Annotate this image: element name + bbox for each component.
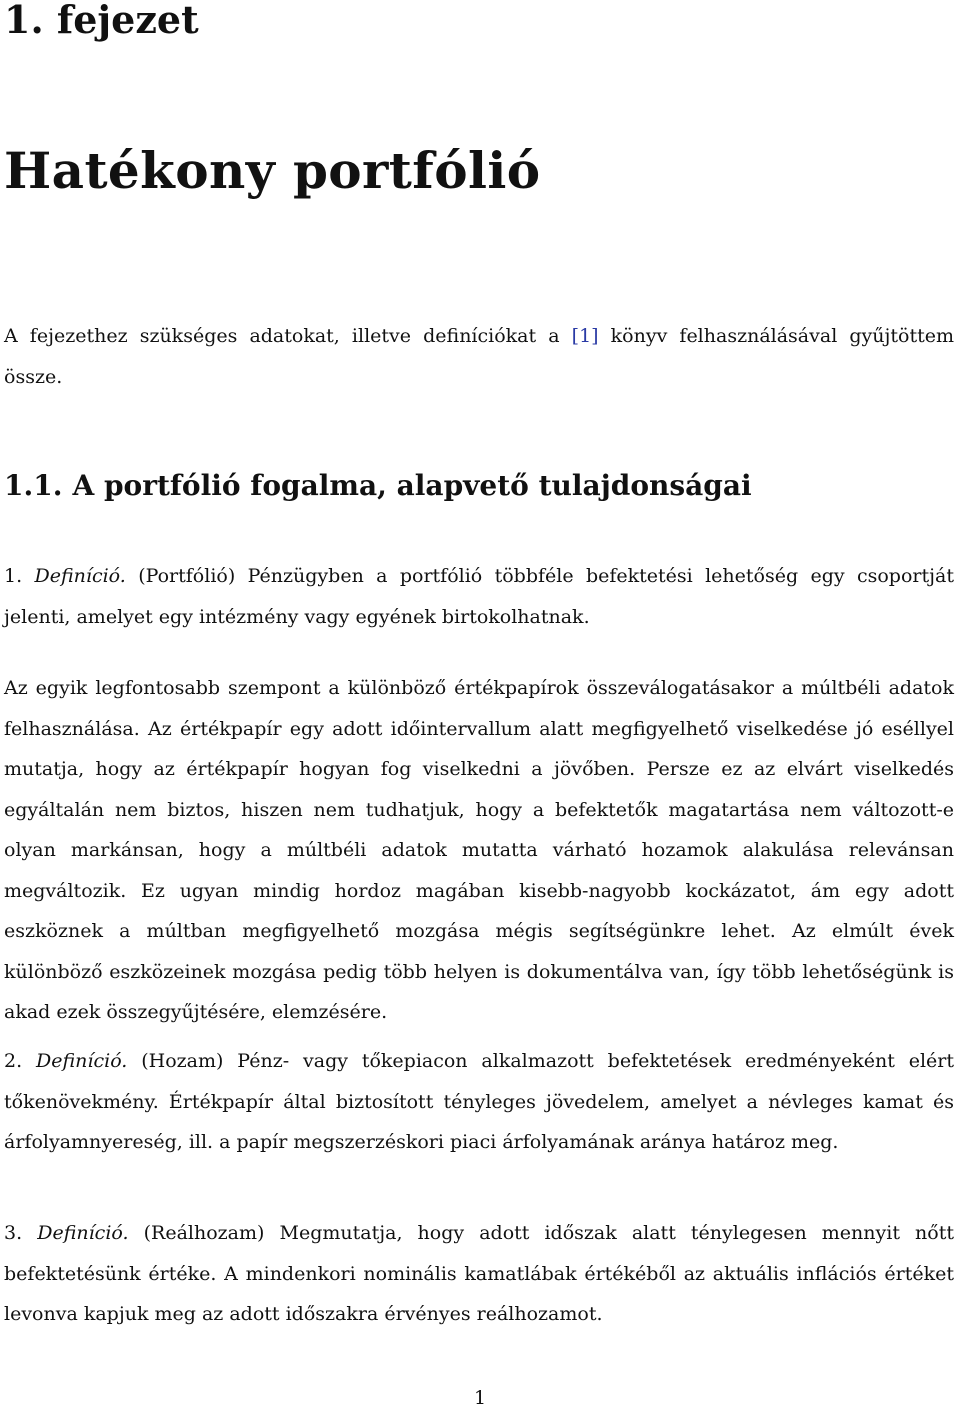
chapter-label: 1. fejezet [4,0,199,42]
definition-term: (Reálhozam) [143,1222,265,1244]
definition-number: 2. [4,1050,23,1072]
section-number: 1.1. [4,469,63,502]
definition-text: Megmutatja, hogy adott időszak alatt ténylegesen mennyit nőtt befektetésünk értéke. A mindenkori nominális kamatlábak értékéből az aktuális inflációs értéket levonva kapjuk meg az adott időszakra érvényes reálhozamot. [4,1222,954,1325]
definition-label: Definíció. [37,1222,129,1244]
definition-1 [4,556,954,637]
body-paragraph: Az egyik legfontosabb szempont a különböző értékpapírok összeválogatásakor a múltbéli adatok felhasználása. Az értékpapír egy adott időintervallum alatt megfigyelhető viselkedése jó eséllyel mutatja, hogy az értékpapír hogyan fog viselkedni a jövőben. Persze ez az elvárt viselkedés egyáltalán nem biztos, hiszen nem tudhatjuk, hogy a befektetők magatartása nem változott-e olyan markánsan, hogy a múltbéli adatok mutatta várható hozamok alakulása relevánsan megváltozik. Ez ugyan mindig hordoz magában kisebb-nagyobb kockázatot, ám egy adott eszköznek a múltban megfigyelhető mozgása mégis segítségünkre lehet. Az elmúlt évek különböző eszközeinek mozgása pedig több helyen is dokumentálva van, így több lehetőségünk is akad ezek összegyűjtésére, elemzésére. [4,677,954,1023]
definition-number: 3. [4,1222,23,1244]
definition-text: Pénz- vagy tőkepiacon alkalmazott befektetések eredményeként elért tőkenövekmény. Értékpapír által biztosított tényleges jövedelem, amelyet a névleges kamat és árfolyamnyereség, ill. a papír megszerzéskori piaci árfolyamának aránya határoz meg. [4,1050,954,1153]
citation-link[interactable]: [1] [571,325,599,347]
page-number: 1 [473,1387,487,1409]
section-heading [4,464,752,508]
definition-number: 1. [4,565,23,587]
intro-text-start: A fejezethez szükséges adatokat, illetve definíciókat a [4,325,572,347]
definition-term: (Hozam) [141,1050,224,1072]
definition-label: Definíció. [36,1050,128,1072]
intro-text-end: könyv felhasználásával gyűjtöttem össze. [4,325,954,388]
definition-term: (Portfólió) [138,565,236,587]
definition-label: Definíció. [34,565,126,587]
definition-text: Pénzügyben a portfólió többféle befektetési lehetőség egy csoportját jelenti, amelyet egy intézmény vagy egyének birtokolhatnak. [4,565,954,628]
chapter-title: Hatékony portfólió [4,141,541,200]
definition-2 [4,1041,954,1163]
intro-paragraph [4,316,954,397]
section-title: A portfólió fogalma, alapvető tulajdonságai [72,469,752,502]
definition-3 [4,1213,954,1335]
